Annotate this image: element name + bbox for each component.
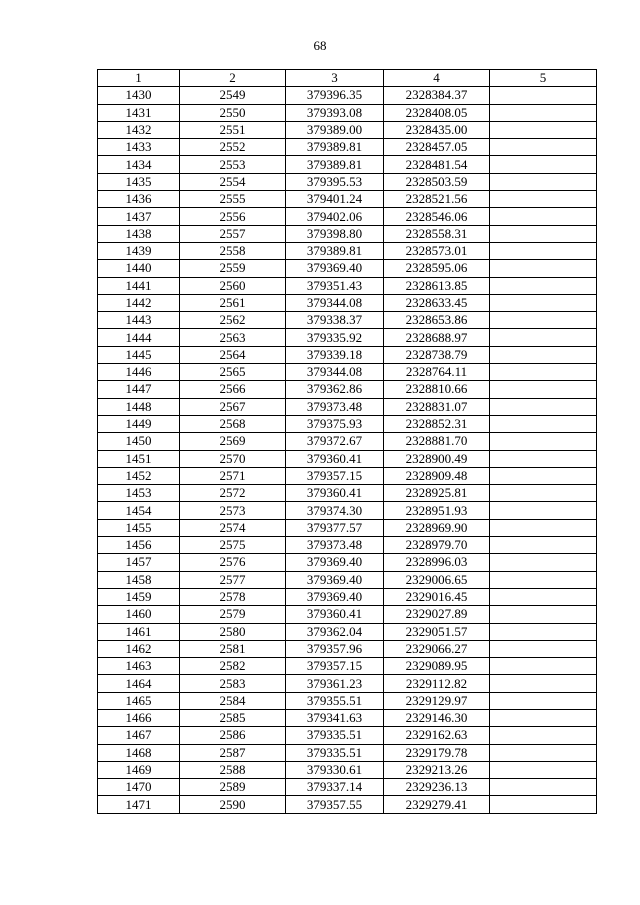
table-cell bbox=[490, 571, 597, 588]
table-cell: 1460 bbox=[98, 606, 180, 623]
table-cell: 2567 bbox=[180, 398, 286, 415]
column-header: 5 bbox=[490, 70, 597, 87]
table-cell: 1467 bbox=[98, 727, 180, 744]
table-row bbox=[98, 727, 597, 744]
table-cell: 379362.04 bbox=[286, 623, 384, 640]
table-row bbox=[98, 260, 597, 277]
coordinates-table bbox=[97, 69, 597, 814]
table-cell: 379351.43 bbox=[286, 277, 384, 294]
table-cell: 2581 bbox=[180, 640, 286, 657]
table-cell bbox=[490, 727, 597, 744]
table-row bbox=[98, 658, 597, 675]
table-cell: 2559 bbox=[180, 260, 286, 277]
table-cell: 2329112.82 bbox=[384, 675, 490, 692]
table-row bbox=[98, 329, 597, 346]
table-cell bbox=[490, 796, 597, 813]
table-cell: 1441 bbox=[98, 277, 180, 294]
table-cell: 2570 bbox=[180, 450, 286, 467]
table-row bbox=[98, 450, 597, 467]
table-cell: 379338.37 bbox=[286, 312, 384, 329]
table-cell: 2328653.86 bbox=[384, 312, 490, 329]
table-cell: 2329066.27 bbox=[384, 640, 490, 657]
table-cell: 1458 bbox=[98, 571, 180, 588]
table-cell: 1449 bbox=[98, 415, 180, 432]
table-cell: 379372.67 bbox=[286, 433, 384, 450]
table-cell: 2577 bbox=[180, 571, 286, 588]
table-cell: 379335.51 bbox=[286, 744, 384, 761]
table-cell: 1469 bbox=[98, 761, 180, 778]
table-cell: 2565 bbox=[180, 364, 286, 381]
table-row bbox=[98, 433, 597, 450]
table-cell: 2552 bbox=[180, 139, 286, 156]
table-row bbox=[98, 519, 597, 536]
table-row bbox=[98, 675, 597, 692]
column-header: 4 bbox=[384, 70, 490, 87]
table-cell: 2553 bbox=[180, 156, 286, 173]
table-cell: 1444 bbox=[98, 329, 180, 346]
table-row bbox=[98, 588, 597, 605]
table-cell: 1439 bbox=[98, 242, 180, 259]
table-cell: 1443 bbox=[98, 312, 180, 329]
table-cell: 379337.14 bbox=[286, 779, 384, 796]
table-cell: 379357.15 bbox=[286, 467, 384, 484]
table-cell: 379393.08 bbox=[286, 104, 384, 121]
table-row bbox=[98, 692, 597, 709]
table-cell bbox=[490, 692, 597, 709]
table-row bbox=[98, 606, 597, 623]
table-cell: 2549 bbox=[180, 87, 286, 104]
table-cell: 2328573.01 bbox=[384, 242, 490, 259]
table-cell: 1462 bbox=[98, 640, 180, 657]
table-row bbox=[98, 779, 597, 796]
table-cell: 2580 bbox=[180, 623, 286, 640]
table-cell: 2329279.41 bbox=[384, 796, 490, 813]
table-cell: 2587 bbox=[180, 744, 286, 761]
table-cell: 2328909.48 bbox=[384, 467, 490, 484]
table-cell: 1468 bbox=[98, 744, 180, 761]
table-cell bbox=[490, 87, 597, 104]
table-row bbox=[98, 381, 597, 398]
table-cell bbox=[490, 104, 597, 121]
table-cell bbox=[490, 242, 597, 259]
table-cell: 2328613.85 bbox=[384, 277, 490, 294]
table-cell: 379344.08 bbox=[286, 294, 384, 311]
page-number: 68 bbox=[313, 38, 327, 53]
table-cell: 379373.48 bbox=[286, 398, 384, 415]
table-row bbox=[98, 173, 597, 190]
table-cell: 1463 bbox=[98, 658, 180, 675]
table-row bbox=[98, 571, 597, 588]
table-cell: 2328435.00 bbox=[384, 121, 490, 138]
table-cell: 1438 bbox=[98, 225, 180, 242]
table-cell bbox=[490, 450, 597, 467]
table-cell: 1471 bbox=[98, 796, 180, 813]
table-row bbox=[98, 312, 597, 329]
table-cell: 2328521.56 bbox=[384, 191, 490, 208]
table-cell: 2573 bbox=[180, 502, 286, 519]
table-cell: 1446 bbox=[98, 364, 180, 381]
table-cell: 1455 bbox=[98, 519, 180, 536]
table-cell bbox=[490, 139, 597, 156]
table-cell: 1454 bbox=[98, 502, 180, 519]
table-row bbox=[98, 294, 597, 311]
table-cell: 1465 bbox=[98, 692, 180, 709]
table-cell bbox=[490, 675, 597, 692]
table-cell bbox=[490, 761, 597, 778]
table-cell bbox=[490, 191, 597, 208]
table-cell: 1456 bbox=[98, 537, 180, 554]
table-cell: 2561 bbox=[180, 294, 286, 311]
table-cell: 2328595.06 bbox=[384, 260, 490, 277]
table-cell: 2583 bbox=[180, 675, 286, 692]
table-cell: 1435 bbox=[98, 173, 180, 190]
table-cell: 2556 bbox=[180, 208, 286, 225]
table-cell: 2328503.59 bbox=[384, 173, 490, 190]
table-cell: 1451 bbox=[98, 450, 180, 467]
table-cell: 2328633.45 bbox=[384, 294, 490, 311]
table-row bbox=[98, 796, 597, 813]
table-cell bbox=[490, 277, 597, 294]
table-cell: 379373.48 bbox=[286, 537, 384, 554]
table-cell: 1430 bbox=[98, 87, 180, 104]
table-cell bbox=[490, 502, 597, 519]
table-cell bbox=[490, 779, 597, 796]
table-cell bbox=[490, 398, 597, 415]
table-cell: 379389.81 bbox=[286, 242, 384, 259]
table-cell: 2576 bbox=[180, 554, 286, 571]
table-cell: 2579 bbox=[180, 606, 286, 623]
table-cell: 2584 bbox=[180, 692, 286, 709]
table-cell: 1447 bbox=[98, 381, 180, 398]
table-cell: 379335.92 bbox=[286, 329, 384, 346]
table-cell: 2562 bbox=[180, 312, 286, 329]
table-cell bbox=[490, 225, 597, 242]
table-cell: 379374.30 bbox=[286, 502, 384, 519]
table-cell: 2560 bbox=[180, 277, 286, 294]
table-row bbox=[98, 640, 597, 657]
table-row bbox=[98, 121, 597, 138]
table-cell: 2568 bbox=[180, 415, 286, 432]
table-cell bbox=[490, 709, 597, 726]
table-cell: 2329129.97 bbox=[384, 692, 490, 709]
table-cell: 1432 bbox=[98, 121, 180, 138]
table-cell: 1452 bbox=[98, 467, 180, 484]
table-cell: 379369.40 bbox=[286, 571, 384, 588]
table-cell bbox=[490, 537, 597, 554]
table-cell: 2571 bbox=[180, 467, 286, 484]
table-cell: 2572 bbox=[180, 485, 286, 502]
table-cell: 2329006.65 bbox=[384, 571, 490, 588]
table-cell: 2328925.81 bbox=[384, 485, 490, 502]
table-cell: 379362.86 bbox=[286, 381, 384, 398]
table-cell: 2329016.45 bbox=[384, 588, 490, 605]
table-cell: 379344.08 bbox=[286, 364, 384, 381]
table-cell: 1442 bbox=[98, 294, 180, 311]
table-cell: 1448 bbox=[98, 398, 180, 415]
table-cell: 379357.55 bbox=[286, 796, 384, 813]
table-body bbox=[98, 87, 597, 813]
table-row bbox=[98, 346, 597, 363]
table-cell: 2550 bbox=[180, 104, 286, 121]
table-row bbox=[98, 554, 597, 571]
table-cell bbox=[490, 208, 597, 225]
table-cell: 379341.63 bbox=[286, 709, 384, 726]
table-cell: 1450 bbox=[98, 433, 180, 450]
table-cell: 2564 bbox=[180, 346, 286, 363]
table-cell: 2585 bbox=[180, 709, 286, 726]
table-cell: 2566 bbox=[180, 381, 286, 398]
table-cell: 379361.23 bbox=[286, 675, 384, 692]
table-cell: 2329236.13 bbox=[384, 779, 490, 796]
table-cell: 1431 bbox=[98, 104, 180, 121]
table-cell: 2329213.26 bbox=[384, 761, 490, 778]
table-cell: 2586 bbox=[180, 727, 286, 744]
table-row bbox=[98, 242, 597, 259]
table-row bbox=[98, 467, 597, 484]
table-cell: 379375.93 bbox=[286, 415, 384, 432]
table-cell: 379389.81 bbox=[286, 156, 384, 173]
table-cell: 379398.80 bbox=[286, 225, 384, 242]
table-cell bbox=[490, 744, 597, 761]
table-cell: 379369.40 bbox=[286, 260, 384, 277]
table-cell: 2329146.30 bbox=[384, 709, 490, 726]
table-cell: 379396.35 bbox=[286, 87, 384, 104]
table-cell: 1440 bbox=[98, 260, 180, 277]
table-cell: 2590 bbox=[180, 796, 286, 813]
table-cell: 2574 bbox=[180, 519, 286, 536]
table-row bbox=[98, 208, 597, 225]
table-cell: 379401.24 bbox=[286, 191, 384, 208]
table-cell: 2569 bbox=[180, 433, 286, 450]
table-cell: 379389.00 bbox=[286, 121, 384, 138]
table-cell: 2328481.54 bbox=[384, 156, 490, 173]
table-cell: 379357.96 bbox=[286, 640, 384, 657]
table-cell bbox=[490, 381, 597, 398]
table-cell: 1437 bbox=[98, 208, 180, 225]
table-cell bbox=[490, 294, 597, 311]
table-cell: 2328810.66 bbox=[384, 381, 490, 398]
table-cell: 2582 bbox=[180, 658, 286, 675]
table-cell bbox=[490, 346, 597, 363]
table-cell: 379369.40 bbox=[286, 554, 384, 571]
table-cell: 379377.57 bbox=[286, 519, 384, 536]
table-cell bbox=[490, 519, 597, 536]
table-cell: 379402.06 bbox=[286, 208, 384, 225]
table-cell: 1433 bbox=[98, 139, 180, 156]
table-cell: 2328546.06 bbox=[384, 208, 490, 225]
table-cell: 1464 bbox=[98, 675, 180, 692]
table-cell bbox=[490, 658, 597, 675]
table-cell: 2328688.97 bbox=[384, 329, 490, 346]
table-cell: 379335.51 bbox=[286, 727, 384, 744]
table-cell: 2328852.31 bbox=[384, 415, 490, 432]
table-cell: 379339.18 bbox=[286, 346, 384, 363]
column-header: 1 bbox=[98, 70, 180, 87]
table-cell bbox=[490, 415, 597, 432]
table-cell: 2555 bbox=[180, 191, 286, 208]
table-cell: 2328979.70 bbox=[384, 537, 490, 554]
table-cell: 1434 bbox=[98, 156, 180, 173]
table-cell: 1436 bbox=[98, 191, 180, 208]
table-cell: 2575 bbox=[180, 537, 286, 554]
table-cell: 2328900.49 bbox=[384, 450, 490, 467]
table-cell: 1457 bbox=[98, 554, 180, 571]
table-cell bbox=[490, 588, 597, 605]
table-cell: 2329179.78 bbox=[384, 744, 490, 761]
table-cell bbox=[490, 364, 597, 381]
table-cell: 379355.51 bbox=[286, 692, 384, 709]
table-cell: 2328881.70 bbox=[384, 433, 490, 450]
table-cell: 2329089.95 bbox=[384, 658, 490, 675]
table-cell bbox=[490, 623, 597, 640]
table-row bbox=[98, 415, 597, 432]
table-row bbox=[98, 139, 597, 156]
table-cell: 379330.61 bbox=[286, 761, 384, 778]
table-row bbox=[98, 104, 597, 121]
table-cell: 1470 bbox=[98, 779, 180, 796]
table-cell: 2328951.93 bbox=[384, 502, 490, 519]
table-cell bbox=[490, 433, 597, 450]
table-row bbox=[98, 537, 597, 554]
table-row bbox=[98, 156, 597, 173]
table-cell: 1466 bbox=[98, 709, 180, 726]
table-cell bbox=[490, 329, 597, 346]
table-cell: 2558 bbox=[180, 242, 286, 259]
table-row bbox=[98, 709, 597, 726]
table-row bbox=[98, 87, 597, 104]
table-cell: 1461 bbox=[98, 623, 180, 640]
table-cell bbox=[490, 156, 597, 173]
table-cell: 1445 bbox=[98, 346, 180, 363]
table-cell: 2328558.31 bbox=[384, 225, 490, 242]
table-cell bbox=[490, 606, 597, 623]
table-row bbox=[98, 225, 597, 242]
table-cell: 2588 bbox=[180, 761, 286, 778]
table-cell bbox=[490, 485, 597, 502]
table-cell: 2328764.11 bbox=[384, 364, 490, 381]
table-cell: 2329027.89 bbox=[384, 606, 490, 623]
table-row bbox=[98, 502, 597, 519]
table-row bbox=[98, 744, 597, 761]
table-cell: 2563 bbox=[180, 329, 286, 346]
table-cell: 2328408.05 bbox=[384, 104, 490, 121]
table-cell bbox=[490, 173, 597, 190]
table-cell: 379357.15 bbox=[286, 658, 384, 675]
table-row bbox=[98, 277, 597, 294]
table-cell: 2554 bbox=[180, 173, 286, 190]
column-header: 2 bbox=[180, 70, 286, 87]
table-cell: 2329162.63 bbox=[384, 727, 490, 744]
column-header: 3 bbox=[286, 70, 384, 87]
table-row bbox=[98, 485, 597, 502]
table-cell: 379369.40 bbox=[286, 588, 384, 605]
table-cell: 1453 bbox=[98, 485, 180, 502]
table-cell: 379360.41 bbox=[286, 450, 384, 467]
table-cell: 2578 bbox=[180, 588, 286, 605]
table-cell: 2589 bbox=[180, 779, 286, 796]
table-cell bbox=[490, 467, 597, 484]
table-cell: 2329051.57 bbox=[384, 623, 490, 640]
table-cell: 2328969.90 bbox=[384, 519, 490, 536]
table-row bbox=[98, 364, 597, 381]
table-cell: 2557 bbox=[180, 225, 286, 242]
table-cell bbox=[490, 121, 597, 138]
table-cell: 2551 bbox=[180, 121, 286, 138]
table-cell bbox=[490, 260, 597, 277]
table-cell: 379360.41 bbox=[286, 606, 384, 623]
table-header-row bbox=[98, 70, 597, 87]
table-row bbox=[98, 191, 597, 208]
table-row bbox=[98, 761, 597, 778]
table-cell: 1459 bbox=[98, 588, 180, 605]
table-cell bbox=[490, 554, 597, 571]
table-cell: 2328457.05 bbox=[384, 139, 490, 156]
table-cell: 379389.81 bbox=[286, 139, 384, 156]
table-row bbox=[98, 623, 597, 640]
table-cell: 2328996.03 bbox=[384, 554, 490, 571]
table-row bbox=[98, 398, 597, 415]
table-cell: 2328831.07 bbox=[384, 398, 490, 415]
table-cell: 379360.41 bbox=[286, 485, 384, 502]
table-cell bbox=[490, 312, 597, 329]
table-cell: 379395.53 bbox=[286, 173, 384, 190]
table-cell: 2328384.37 bbox=[384, 87, 490, 104]
table-cell: 2328738.79 bbox=[384, 346, 490, 363]
table-cell bbox=[490, 640, 597, 657]
